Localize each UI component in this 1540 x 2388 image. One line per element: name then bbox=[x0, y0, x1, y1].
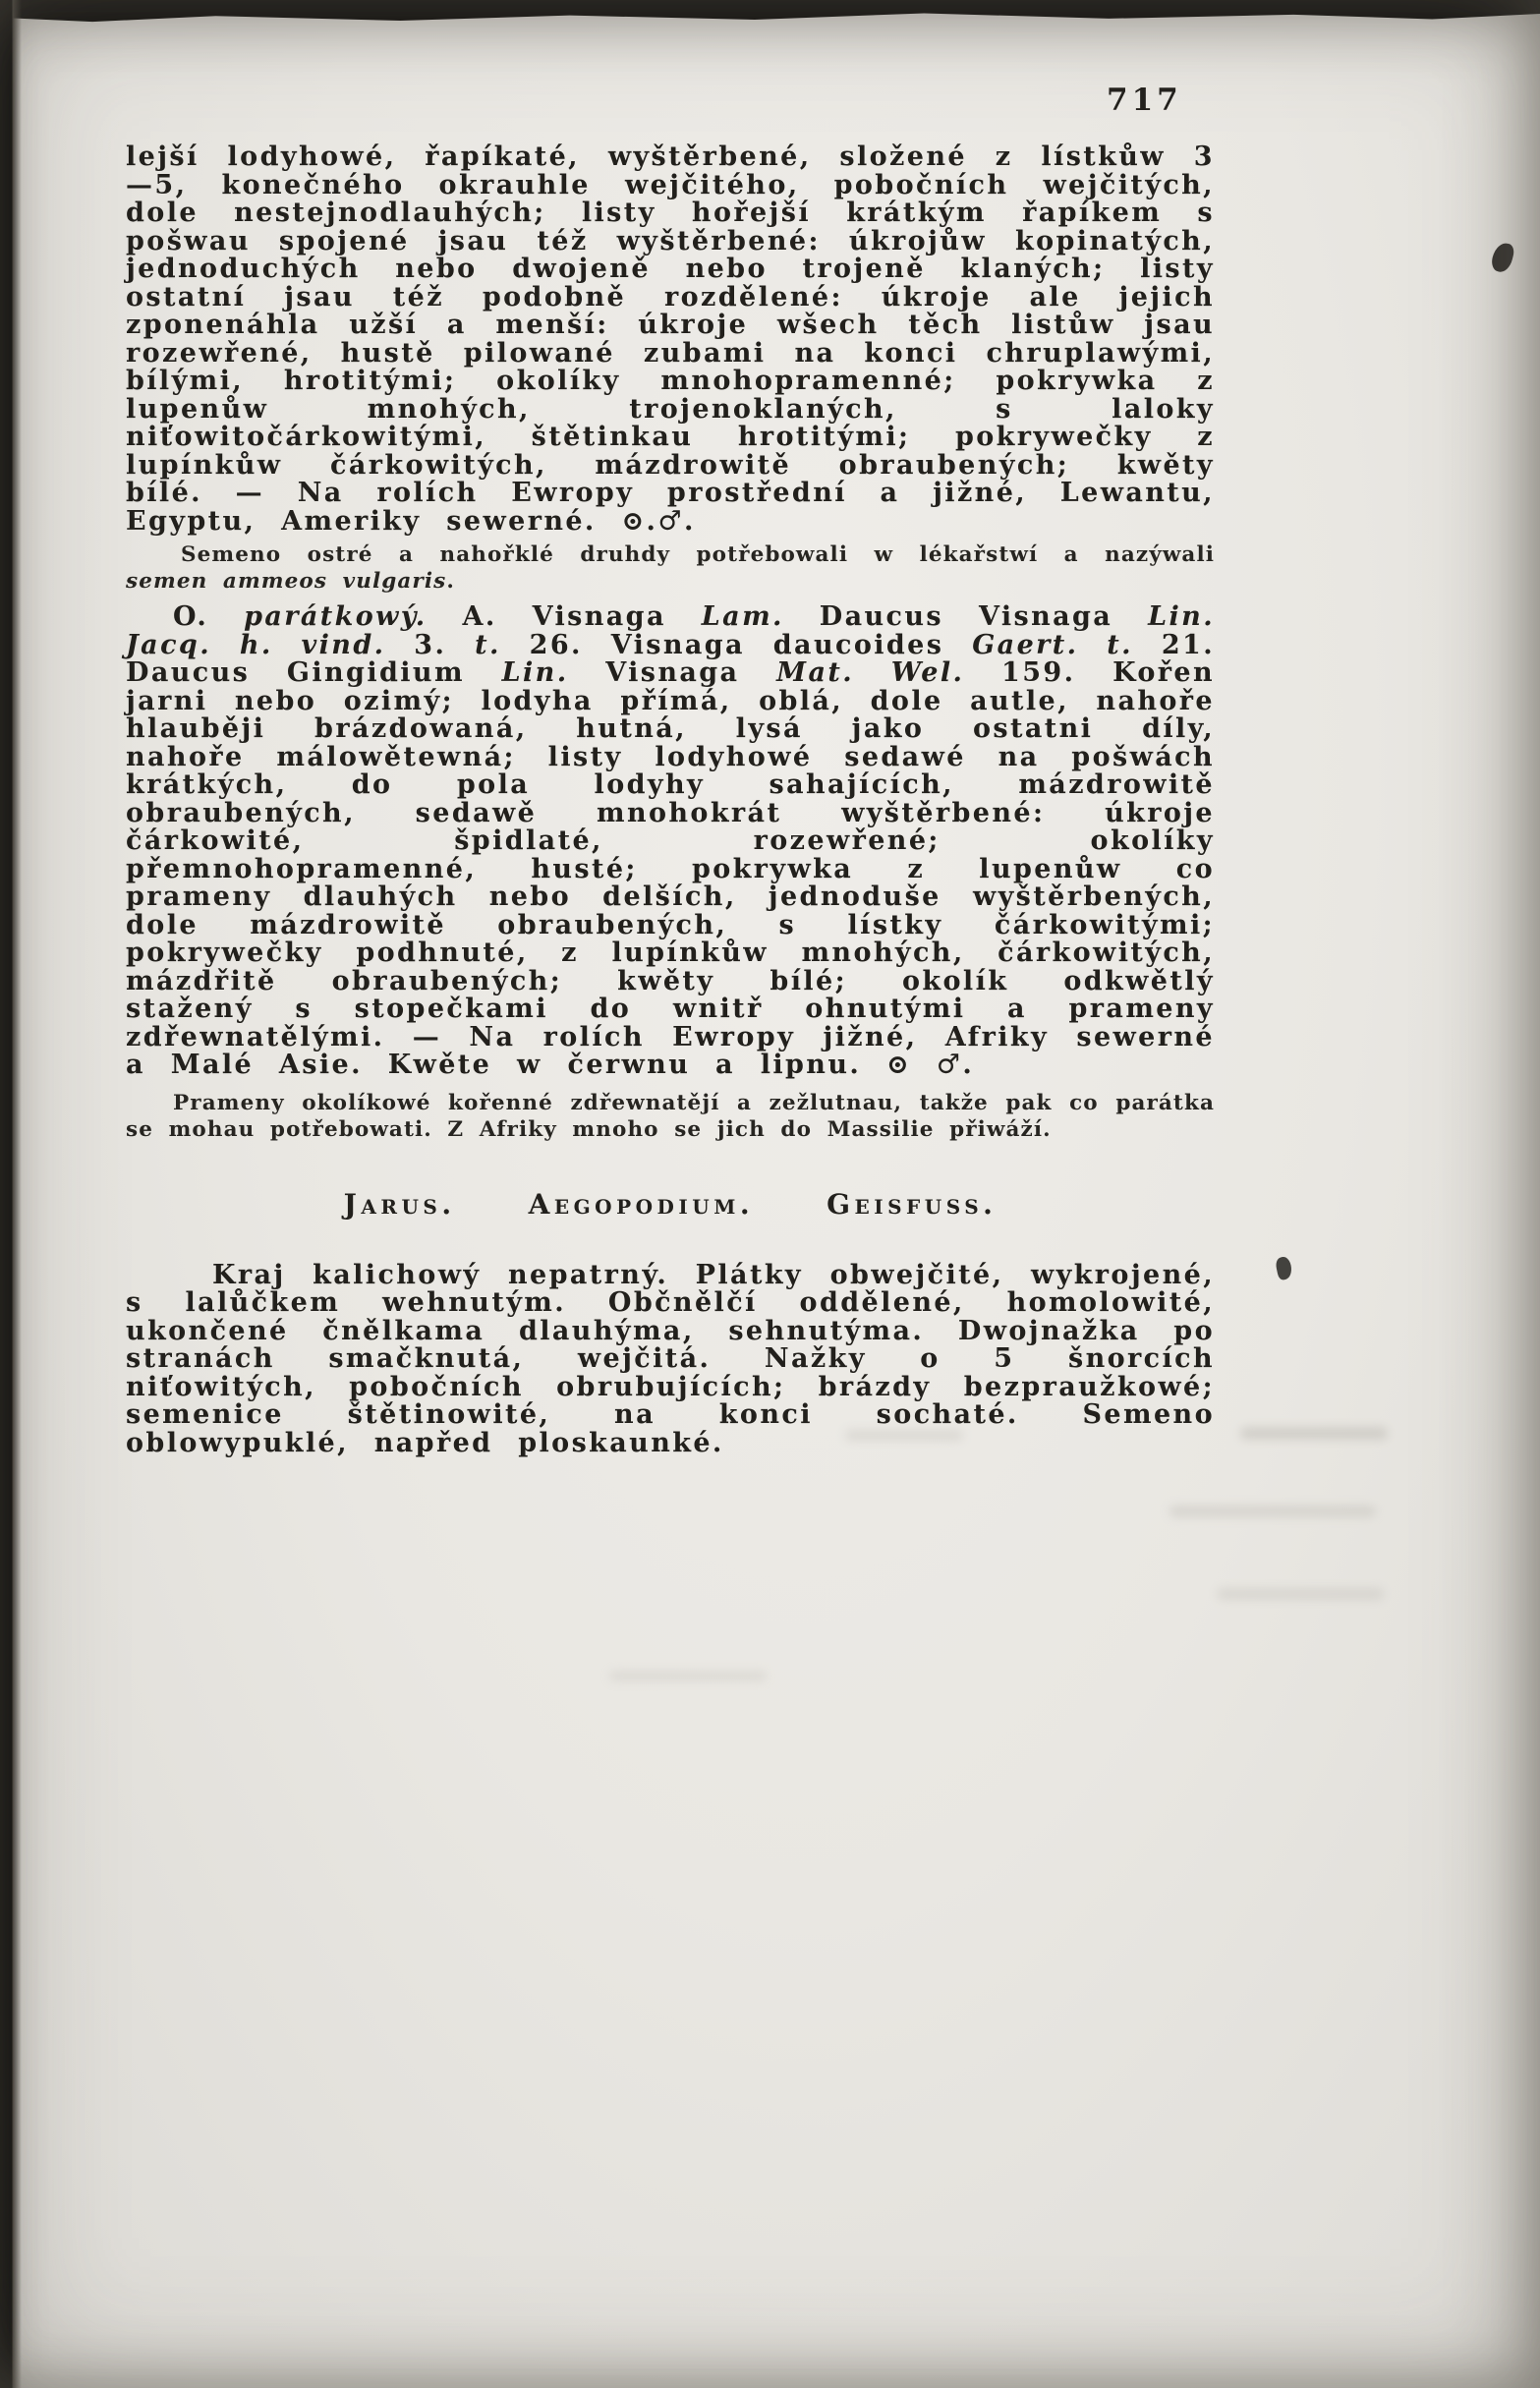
scan-edge-left bbox=[0, 0, 22, 2388]
note-seed-medicinal-use: Semeno ostré a nahořklé druhdy potřebowali w lékařstwí a nazýwali semen ammeos vulgaris. bbox=[126, 542, 1215, 594]
bleed-through-smudge bbox=[1240, 1427, 1388, 1440]
note-umbel-rays-use: Prameny okolíkowé kořenné zdřewnatějí a zežlutnau, takže pak co parátka se mohau potřebowati. Z Afriky mnoho se jich do Massilie přiwáží. bbox=[126, 1090, 1215, 1142]
ink-smudge bbox=[1490, 241, 1516, 274]
text-column bbox=[126, 143, 1215, 1457]
paragraph-visnaga-description: O. parátkowý. A. Visnaga Lam. Daucus Visnaga Lin. Jacq. h. vind. 3. t. 26. Visnaga daucoides Gaert. t. 21. Daucus Gingidium Lin. Visnaga Mat. Wel. 159. Kořen jarni nebo ozimý; lodyha přímá, oblá, dole autle, nahoře hlauběji brázdowaná, hutná, lysá jako ostatni díly, nahoře málowětewná; listy lodyhowé sedawé na pošwách krátkých, do pola lodyhy sahajících, mázdrowitě obraubených, sedawě mnohokrát wyštěrbené: úkroje čárkowité, špidlaté, rozewřené; okolíky přemnohopramenné, husté; pokrywka z lupenůw co prameny dlauhých nebo delších, jednoduše wyštěrbených, dole mázdrowitě obraubených, s lístky čárkowitými; pokrywečky podhnuté, z lupínkůw mnohých, čárkowitých, mázdřitě obraubených; kwěty bílé; okolík odkwětlý stažený s stopečkami do wnitř ohnutými a prameny zdřewnatělými. — Na rolích Ewropy jižné, Afriky sewerné a Malé Asie. Kwěte w čerwnu a lipnu. ⊙ ♂. bbox=[126, 601, 1216, 1080]
paragraph-aegopodium-description: Kraj kalichowý nepatrný. Plátky obwejčité, wykrojené, s lalůčkem wehnutým. Občnělčí oddělené, homolowité, ukončené čnělkama dlauhýma, sehnutýma. Dwojnažka po stranách smačknutá, wejčitá. Nažky o 5 šnorcích niťowitých, pobočních obrubujících; brázdy bezpraužkowé; semenice štětinowité, na konci sochaté. Semeno oblowypuklé, napřed ploskaunké. bbox=[126, 1259, 1215, 1458]
scan-edge-top bbox=[0, 0, 1540, 27]
paragraph-species-description-continued: lejší lodyhowé, řapíkaté, wyštěrbené, složené z lístkůw 3—5, konečného okrauhle wejčitého, pobočních wejčitých, dole nestejnodlauhých; listy hořejší krátkým řapíkem s pošwau spojené jsau též wyštěrbené: úkrojůw kopinatých, jednoduchých nebo dwojeně nebo trojeně klaných; listy ostatní jsau též podobně rozdělené: úkroje ale jejich zponenáhla užší a menší: úkroje wšech těch listůw jsau rozewřené, hustě pilowané zubami na konci chruplawými, bílými, hrotitými; okolíky mnohopramenné; pokrywka z lupenůw mnohých, trojenoklaných, s laloky niťowitočárkowitými, štětinkau hrotitými; pokrywečky z lupínkůw čárkowitých, mázdrowitě obraubených; kwěty bílé. — Na rolích Ewropy prostřední a jižné, Lewantu, Egyptu, Ameriky sewerné. ⊙.♂. bbox=[126, 142, 1215, 537]
bleed-through-smudge bbox=[609, 1671, 767, 1681]
genus-heading bbox=[126, 1188, 1215, 1221]
genus-name-latin: Aegopodium. bbox=[528, 1187, 755, 1221]
bleed-through-smudge bbox=[1217, 1588, 1384, 1600]
page-number: 717 bbox=[1107, 83, 1182, 118]
genus-name-czech: Jarus. bbox=[343, 1187, 456, 1221]
bleed-through-smudge bbox=[845, 1430, 963, 1441]
bleed-through-smudge bbox=[1169, 1506, 1376, 1517]
ink-mark bbox=[1275, 1256, 1293, 1281]
genus-name-german: Geisfuss. bbox=[827, 1187, 998, 1221]
